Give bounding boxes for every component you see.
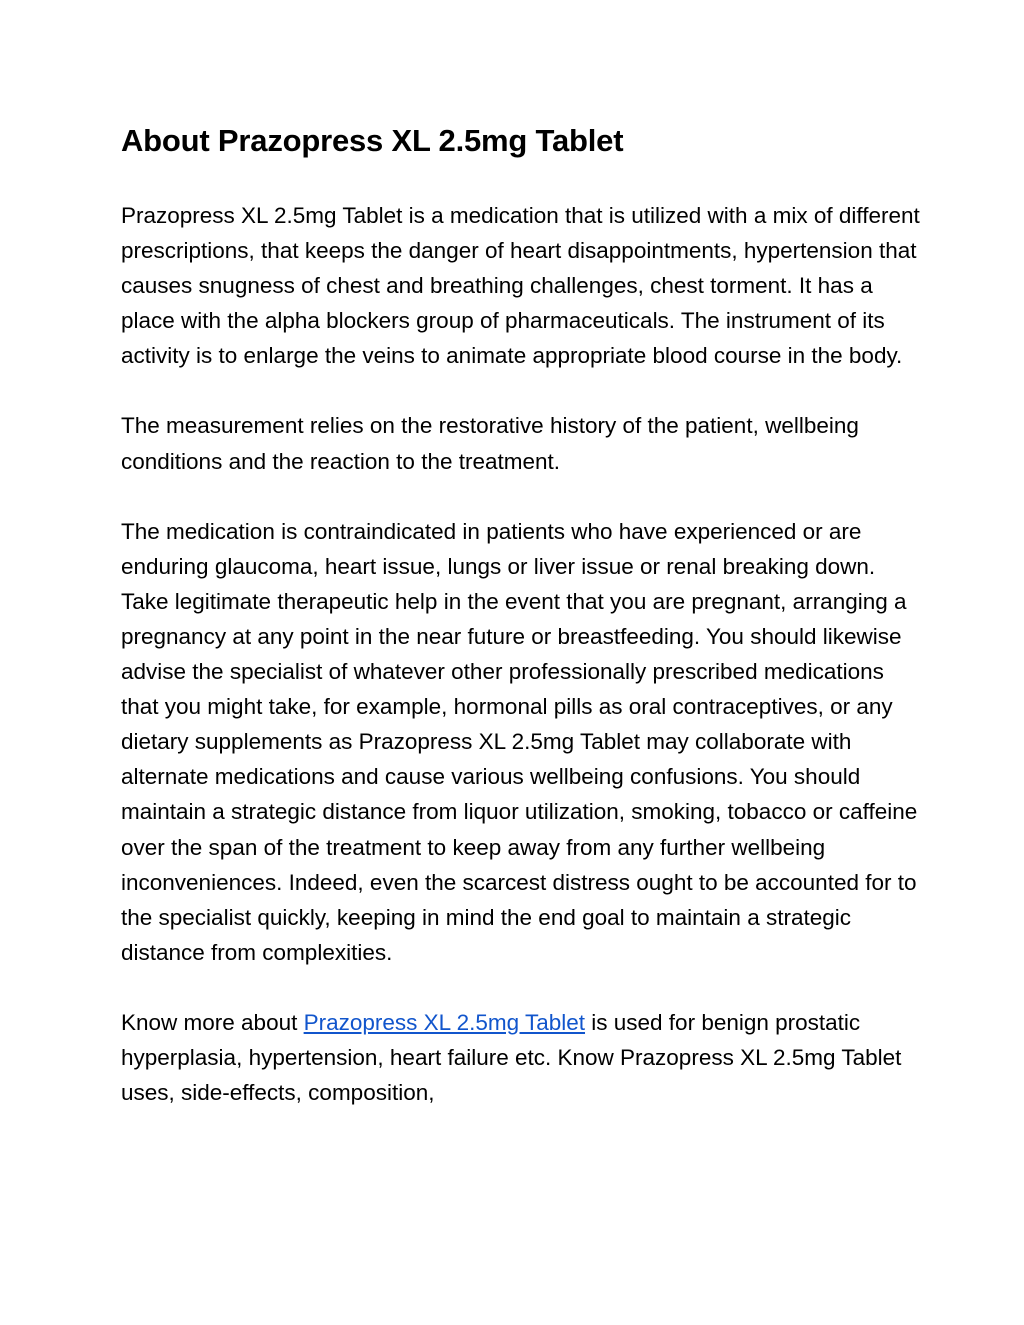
prazopress-link[interactable]: Prazopress XL 2.5mg Tablet	[303, 1009, 586, 1035]
know-more-prefix: Know more about	[121, 1009, 304, 1035]
paragraph-dosage: The measurement relies on the restorative history of the patient, wellbeing conditions and the reaction to the treatment.	[121, 413, 859, 474]
paragraph-contraindications: The medication is contraindicated in patients who have experienced or are enduring glaucoma, heart issue, lungs or liver issue or renal breaking down. Take legitimate therapeutic help in the event that you are pregnant, arranging a pregnancy at any point in the near future or breastfeeding. You should likewise advise the specialist of whatever other professionally prescribed medications that you might take, for example, hormonal pills as oral contraceptives, or any dietary supplements as Prazopress XL 2.5mg Tablet may collaborate with alternate medications and cause various wellbeing confusions. You should maintain a strategic distance from liquor utilization, smoking, tobacco or caffeine over the span of the treatment to keep away from any further wellbeing inconveniences. Indeed, even the scarcest distress ought to be accounted for to the specialist quickly, keeping in mind the end goal to maintain a strategic distance from complexities.	[121, 518, 918, 965]
page-title: About Prazopress XL 2.5mg Tablet	[121, 123, 624, 158]
paragraph-about: Prazopress XL 2.5mg Tablet is a medication that is utilized with a mix of different prescriptions, that keeps the danger of heart disappointments, hypertension that causes snugness of chest and breathing challenges, chest torment. It has a place with the alpha blockers group of pharmaceuticals. The instrument of its activity is to enlarge the veins to animate appropriate blood course in the body.	[121, 203, 920, 369]
paragraph-know-more	[121, 1005, 921, 1110]
know-more-suffix: is used for benign prostatic hyperplasia, hypertension, heart failure etc. Know Prazopress XL 2.5mg Tablet uses, side-effects, composition,	[121, 1009, 902, 1106]
document-page	[121, 118, 921, 1145]
